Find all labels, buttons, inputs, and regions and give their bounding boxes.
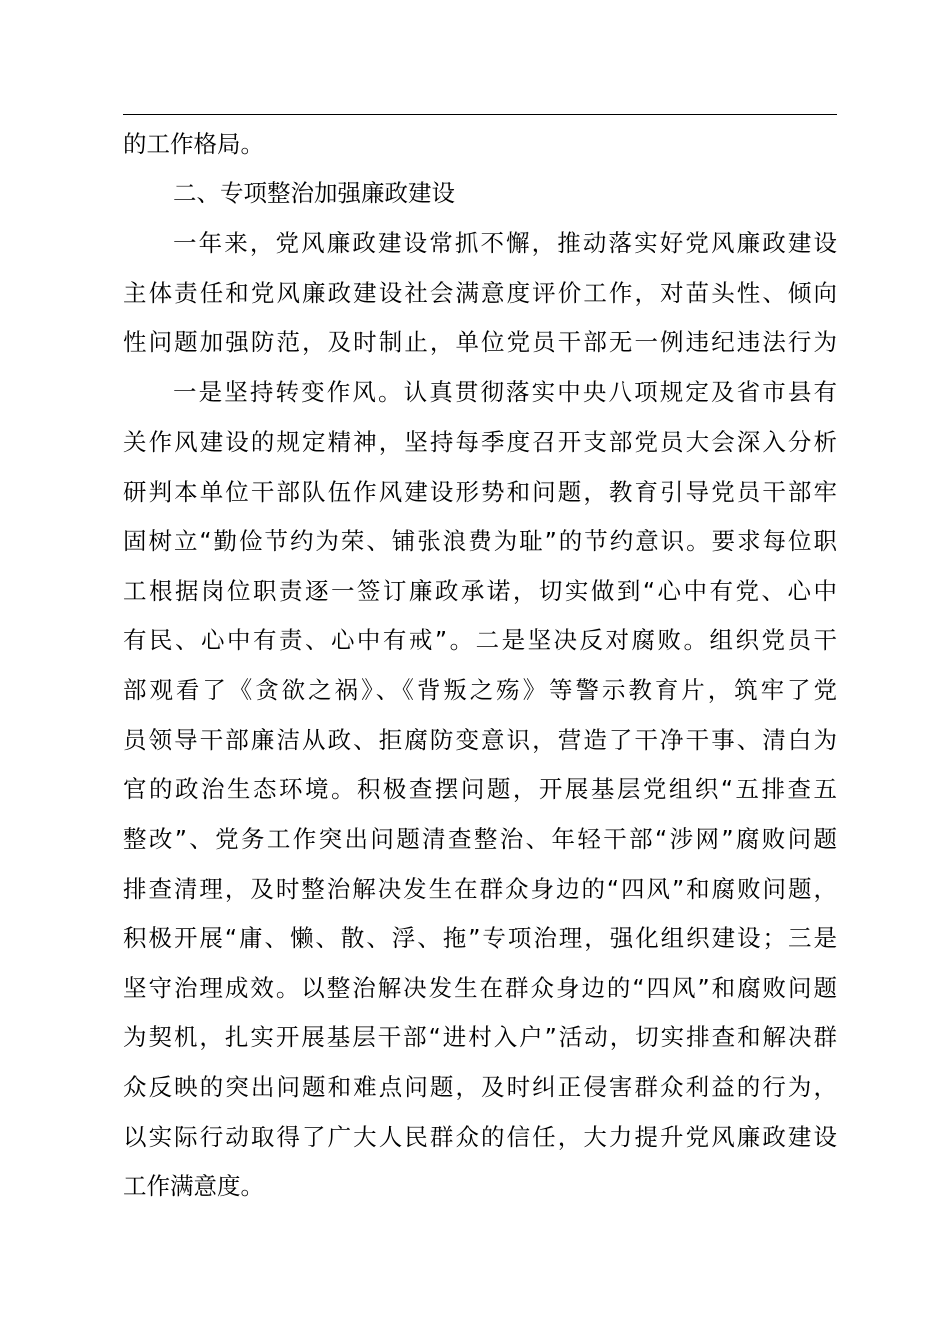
text-line: 为契机，扎实开展基层干部“进村入户”活动，切实排查和解决群 [123,1023,837,1051]
text-line: 主体责任和党风廉政建设社会满意度评价工作，对苗头性、倾向 [123,279,837,307]
text-line: 部观看了《贪欲之祸》、《背叛之殇》等警示教育片，筑牢了党 [123,676,837,704]
text-line: 关作风建设的规定精神，坚持每季度召开支部党员大会深入分析 [123,428,837,456]
text-line: 排查清理，及时整治解决发生在群众身边的“四风”和腐败问题， [123,875,837,903]
text-line: 整改”、党务工作突出问题清查整治、年轻干部“涉网”腐败问题 [123,825,837,853]
text-line: 积极开展“庸、懒、散、浮、拖”专项治理，强化组织建设；三是 [123,924,837,952]
text-line: 性问题加强防范，及时制止，单位党员干部无一例违纪违法行为 [123,328,837,356]
section-heading: 二、专项整治加强廉政建设 [173,179,455,207]
text-line: 工根据岗位职责逐一签订廉政承诺，切实做到“心中有党、心中 [123,577,837,605]
header-rule [123,114,837,115]
text-line: 有民、心中有责、心中有戒”。二是坚决反对腐败。组织党员干 [123,626,837,654]
text-line: 员领导干部廉洁从政、拒腐防变意识，营造了干净干事、清白为 [123,726,837,754]
text-line: 一是坚持转变作风。认真贯彻落实中央八项规定及省市县有 [173,378,837,406]
text-line: 官的政治生态环境。积极查摆问题，开展基层党组织“五排查五 [123,775,837,803]
text-line: 以实际行动取得了广大人民群众的信任，大力提升党风廉政建设 [123,1123,837,1151]
text-line: 的工作格局。 [123,130,264,158]
text-line: 众反映的突出问题和难点问题，及时纠正侵害群众利益的行为， [123,1073,837,1101]
text-line: 研判本单位干部队伍作风建设形势和问题，教育引导党员干部牢 [123,478,837,506]
text-line: 一年来，党风廉政建设常抓不懈，推动落实好党风廉政建设 [173,229,837,257]
text-line: 工作满意度。 [123,1172,264,1200]
text-line: 坚守治理成效。以整治解决发生在群众身边的“四风”和腐败问题 [123,974,837,1002]
text-line: 固树立“勤俭节约为荣、铺张浪费为耻”的节约意识。要求每位职 [123,527,837,555]
